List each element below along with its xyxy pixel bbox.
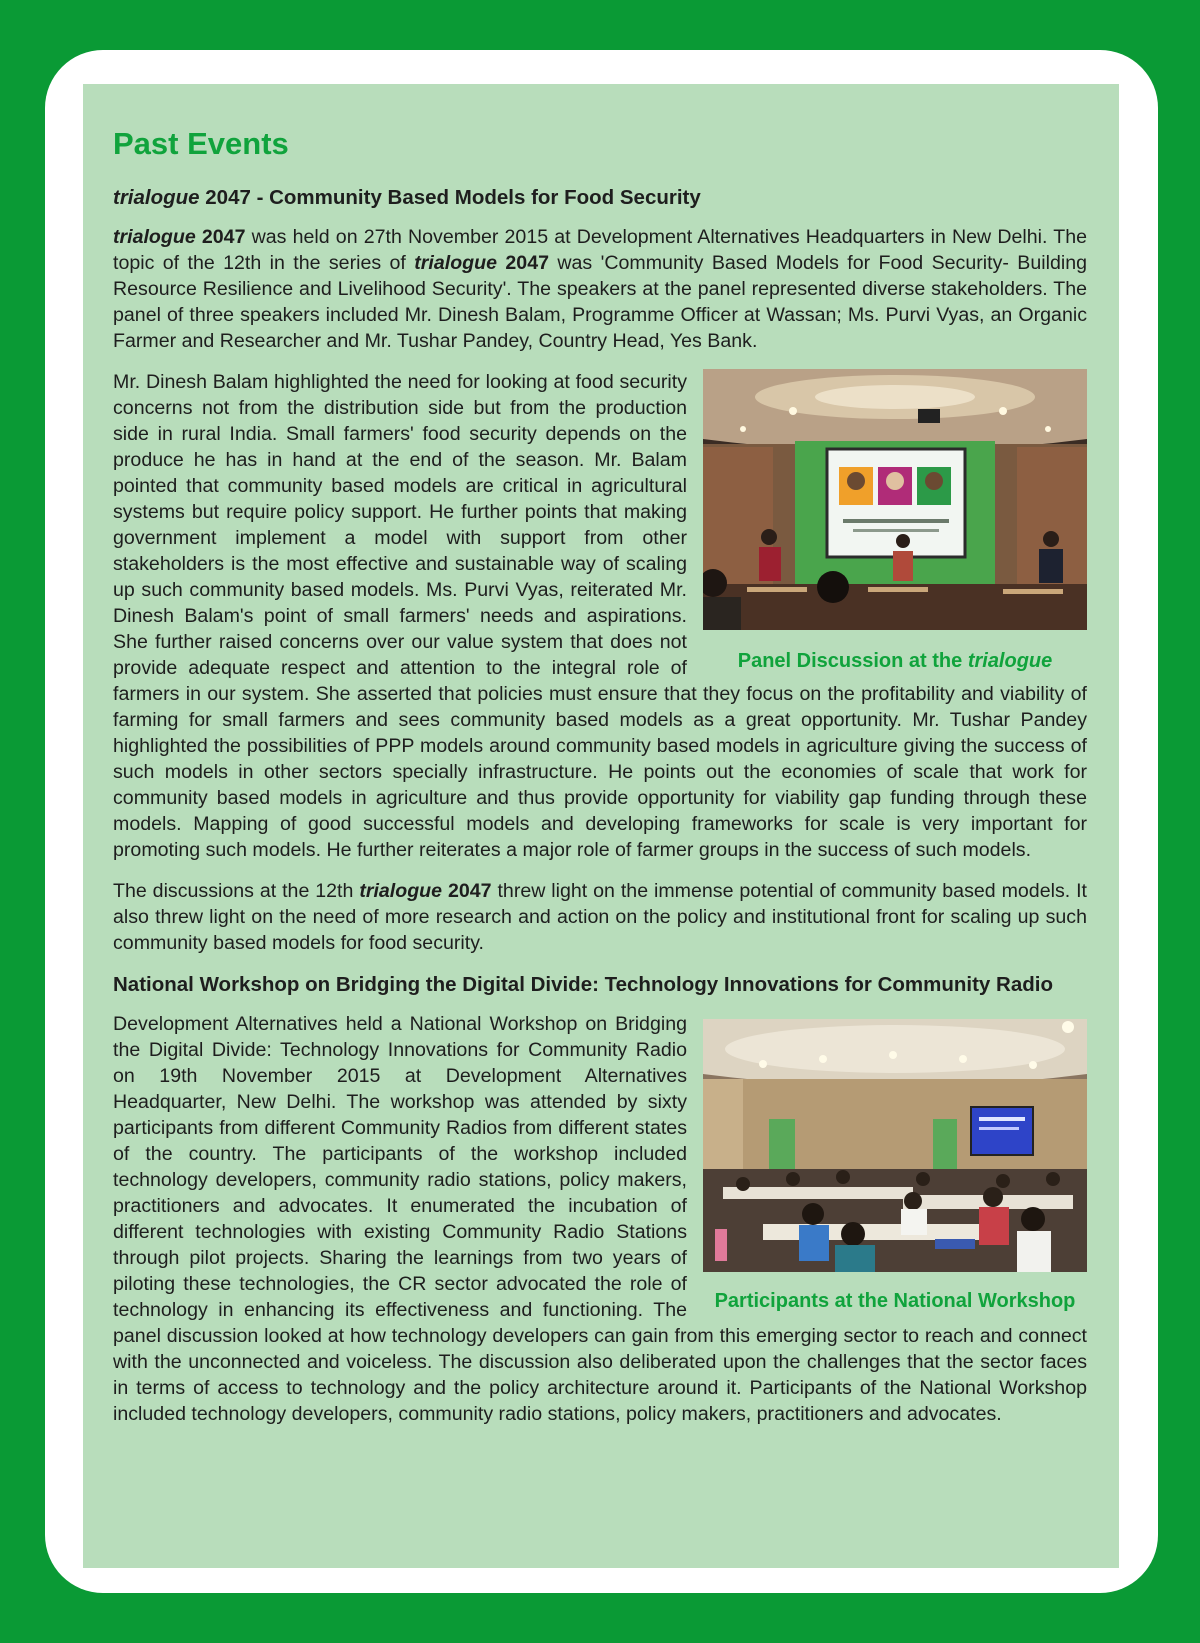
trialogue-name: trialogue [113, 226, 196, 248]
trialogue-name: trialogue [414, 252, 498, 274]
trialogue-discussion-paragraph: Mr. Dinesh Balam highlighted the need for looking at food security concerns not from the distribution side but from the production side in rural India. Small farmers' food security depends on the produce he has in hand at the end of the season. Mr. Balam pointed that community based models are critical in agricultural systems but require policy support. He further points that making government implement a model with support from other stakeholders is the most effective and sustainable way of scaling up such community based models. Ms. Purvi Vyas, reiterated Mr. Dinesh Balam's point of small farmers' needs and aspirations. She further raised concerns over our value system that does not provide adequate respect and attention to the integral role of farmers in our system. She asserted that policies must ensure that they focus on the profitability and viability of farming for small farmers and sees community based models as a great opportunity. Mr. Tushar Pandey highlighted the possibilities of PPP models around community based models in agriculture giving the success of such models in other sectors specially infrastructure. He points out the economies of scale that work for community based models in agriculture and thus provide opportunity for viability gap funding through these models. Mapping of good successful models and developing frameworks for scale is very important for promoting such models. He further reiterates a major role of farmer groups in the success of such models. [113, 371, 1087, 861]
trialogue-intro-paragraph [113, 224, 1087, 354]
trialogue-year: 2047 [497, 252, 549, 274]
workshop-figure [703, 1019, 1087, 1314]
panel-discussion-caption [703, 648, 1087, 674]
workshop-paragraph: Development Alternatives held a National Workshop on Bridging the Digital Divide: Technology Innovations for Community Radio on 19th November 2015 at Development Alternatives Headquarter, New Delhi. The workshop was attended by sixty participants from different Community Radios from different states of the country. The participants of the workshop included technology developers, community radio stations, policy makers, practitioners and advocates. It enumerated the incubation of different technologies with existing Community Radio Stations through pilot projects. Sharing the learnings from two years of piloting these technologies, the CR sector advocated the role of technology in enhancing its effectiveness and functioning. The panel discussion looked at how technology developers can gain from this emerging sector to reach and connect with the unconnected and voiceless. The discussion also deliberated upon the challenges that the sector faces in terms of access to technology and the policy architecture around it. Participants of the National Workshop included technology developers, community radio stations, policy makers, practitioners and advocates. [113, 1013, 1087, 1425]
caption-main: Panel Discussion at the [737, 650, 968, 672]
trialogue-heading-rest: 2047 - Community Based Models for Food Security [199, 186, 701, 209]
trialogue-heading-italic: trialogue [113, 186, 200, 209]
trialogue-intro-text-1: was held on 27th November 2015 at Development Alternatives Headquarters in New Delhi. The topic of the 12th in the series of [113, 226, 1087, 274]
panel-discussion-figure [703, 369, 1087, 674]
workshop-caption: Participants at the National Workshop [714, 1290, 1076, 1312]
trialogue-heading [113, 184, 1087, 212]
trialogue-conclusion-paragraph [113, 878, 1087, 956]
panel-discussion-photo [703, 369, 1087, 630]
conclusion-text-2: threw light on the immense potential of community based models. It also threw light on the need of more research and action on the policy and institutional front for scaling up such community based models for food security. [113, 880, 1087, 954]
trialogue-name: trialogue [359, 880, 443, 902]
content [113, 124, 1087, 1442]
workshop-heading: National Workshop on Bridging the Digital Divide: Technology Innovations for Community Radio [113, 973, 1053, 996]
conclusion-text-1: The discussions at the 12th [113, 880, 360, 902]
page-title: Past Events [113, 126, 289, 161]
caption-trialogue: trialogue [967, 650, 1053, 672]
trialogue-intro-text-2: was 'Community Based Models for Food Security- Building Resource Resilience and Livelihood Security'. The speakers at the panel represented diverse stakeholders. The panel of three speakers included Mr. Dinesh Balam, Programme Officer at Wassan; Ms. Purvi Vyas, an Organic Farmer and Researcher and Mr. Tushar Pandey, Country Head, Yes Bank. [113, 252, 1087, 352]
workshop-photo [703, 1019, 1087, 1272]
trialogue-year: 2047 [442, 880, 492, 902]
trialogue-year: 2047 [195, 226, 246, 248]
